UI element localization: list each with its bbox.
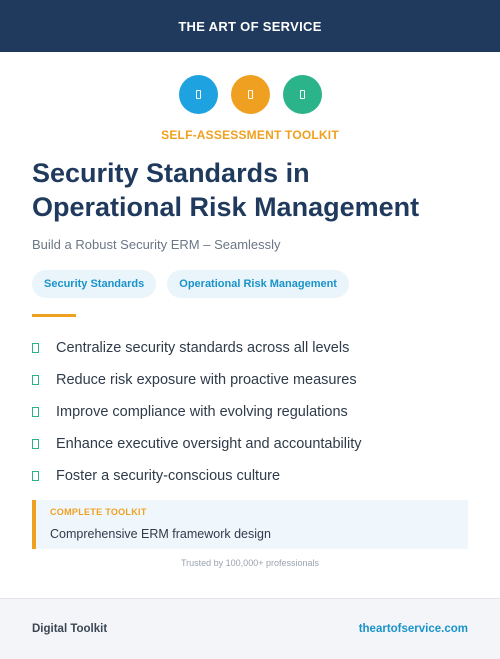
callout-label: COMPLETE TOOLKIT	[50, 507, 147, 517]
website-link[interactable]: theartofservice.com	[358, 623, 468, 635]
brand-name: THE ART OF SERVICE	[178, 18, 322, 34]
tag-list	[32, 270, 349, 298]
list-item	[32, 332, 472, 364]
icon-row	[0, 75, 500, 114]
check-icon	[32, 343, 39, 353]
accent-divider	[32, 314, 76, 317]
list-item	[32, 460, 472, 492]
kicker-label: SELF-ASSESSMENT TOOLKIT	[161, 128, 339, 142]
check-icon	[32, 439, 39, 449]
footer-bar	[0, 598, 500, 659]
list-item	[32, 396, 472, 428]
list-item	[32, 428, 472, 460]
check-icon	[32, 407, 39, 417]
benefit-text: Foster a security-conscious culture	[56, 468, 281, 484]
check-icon	[32, 471, 39, 481]
page-title	[32, 156, 472, 224]
list-item	[32, 364, 472, 396]
callout-text: Comprehensive ERM framework design	[50, 527, 271, 541]
footer-label: Digital Toolkit	[32, 623, 108, 635]
title-line-1: Security Standards in	[32, 158, 310, 188]
benefit-text: Reduce risk exposure with proactive measures	[56, 372, 357, 388]
benefit-list	[32, 332, 472, 492]
toolkit-callout	[32, 500, 468, 549]
header-bar	[0, 0, 500, 52]
document-icon	[179, 75, 218, 114]
title-line-2: Operational Risk Management	[32, 192, 420, 222]
document-icon	[231, 75, 270, 114]
trust-statement: Trusted by 100,000+ professionals	[180, 558, 319, 568]
document-icon	[283, 75, 322, 114]
subtitle: Build a Robust Security ERM – Seamlessly	[32, 237, 281, 252]
benefit-text: Improve compliance with evolving regulations	[56, 404, 348, 420]
benefit-text: Centralize security standards across all levels	[56, 340, 350, 356]
tag-security-standards: Security Standards	[32, 270, 156, 298]
check-icon	[32, 375, 39, 385]
tag-operational-risk-management: Operational Risk Management	[167, 270, 349, 298]
benefit-text: Enhance executive oversight and accountability	[56, 436, 362, 452]
